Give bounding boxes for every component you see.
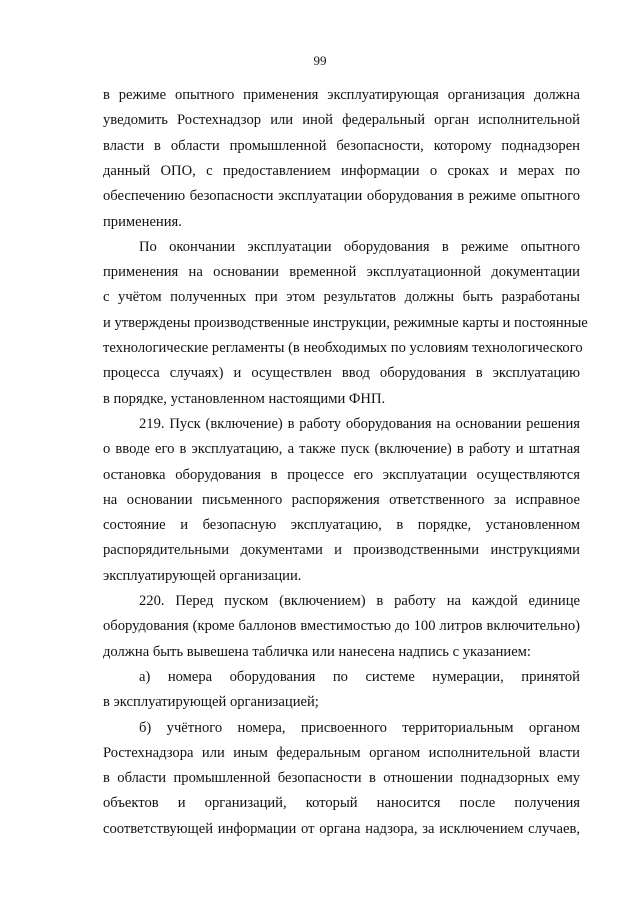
text-line: обеспечению безопасности эксплуатации оборудования в режиме опытного xyxy=(103,188,580,204)
text-line: а) номера оборудования по системе нумерации, принятой xyxy=(139,669,580,685)
text-line: уведомить Ростехнадзор или иной федеральный орган исполнительной xyxy=(103,112,580,128)
text-line: 219. Пуск (включение) в работу оборудования на основании решения xyxy=(139,416,580,432)
text-line: применения. xyxy=(103,214,182,230)
text-line: процесса случаях) и осуществлен ввод оборудования в эксплуатацию xyxy=(103,365,580,381)
text-line: эксплуатирующей организации. xyxy=(103,568,302,584)
text-line: в области промышленной безопасности в отношении поднадзорных ему xyxy=(103,770,580,786)
text-line: должна быть вывешена табличка или нанесена надпись с указанием: xyxy=(103,644,531,660)
text-line: данный ОПО, с предоставлением информации о сроках и мерах по xyxy=(103,163,580,179)
text-line: состояние и безопасную эксплуатацию, в порядке, установленном xyxy=(103,517,580,533)
text-line: с учётом полученных при этом результатов должны быть разработаны xyxy=(103,289,580,305)
text-line: По окончании эксплуатации оборудования в режиме опытного xyxy=(139,239,580,255)
text-line: Ростехнадзора или иным федеральным органом исполнительной власти xyxy=(103,745,580,761)
text-line: на основании письменного распоряжения ответственного за исправное xyxy=(103,492,580,508)
text-line: в режиме опытного применения эксплуатирующая организация должна xyxy=(103,87,580,103)
text-line: в порядке, установленном настоящими ФНП. xyxy=(103,391,386,407)
text-line: объектов и организаций, который наносится после получения xyxy=(103,795,580,811)
text-line: оборудования (кроме баллонов вместимостью до 100 литров включительно) xyxy=(103,618,580,634)
text-line: распорядительными документами и производственными инструкциями xyxy=(103,542,580,558)
text-line: в эксплуатирующей организацией; xyxy=(103,694,319,710)
text-line: власти в области промышленной безопасности, которому поднадзорен xyxy=(103,138,580,154)
page-number: 99 xyxy=(313,53,327,68)
text-line: и утверждены производственные инструкции, режимные карты и постоянные xyxy=(103,315,588,331)
text-line: б) учётного номера, присвоенного территориальным органом xyxy=(139,720,580,736)
text-line: применения на основании временной эксплуатационной документации xyxy=(103,264,580,280)
text-line: соответствующей информации от органа надзора, за исключением случаев, xyxy=(103,821,580,837)
text-line: технологические регламенты (в необходимых по условиям технологического xyxy=(103,340,583,356)
text-line: о вводе его в эксплуатацию, а также пуск (включение) в работу и штатная xyxy=(103,441,580,457)
text-line: 220. Перед пуском (включением) в работу на каждой единице xyxy=(139,593,580,609)
text-line: остановка оборудования в процессе его эксплуатации осуществляются xyxy=(103,467,580,483)
